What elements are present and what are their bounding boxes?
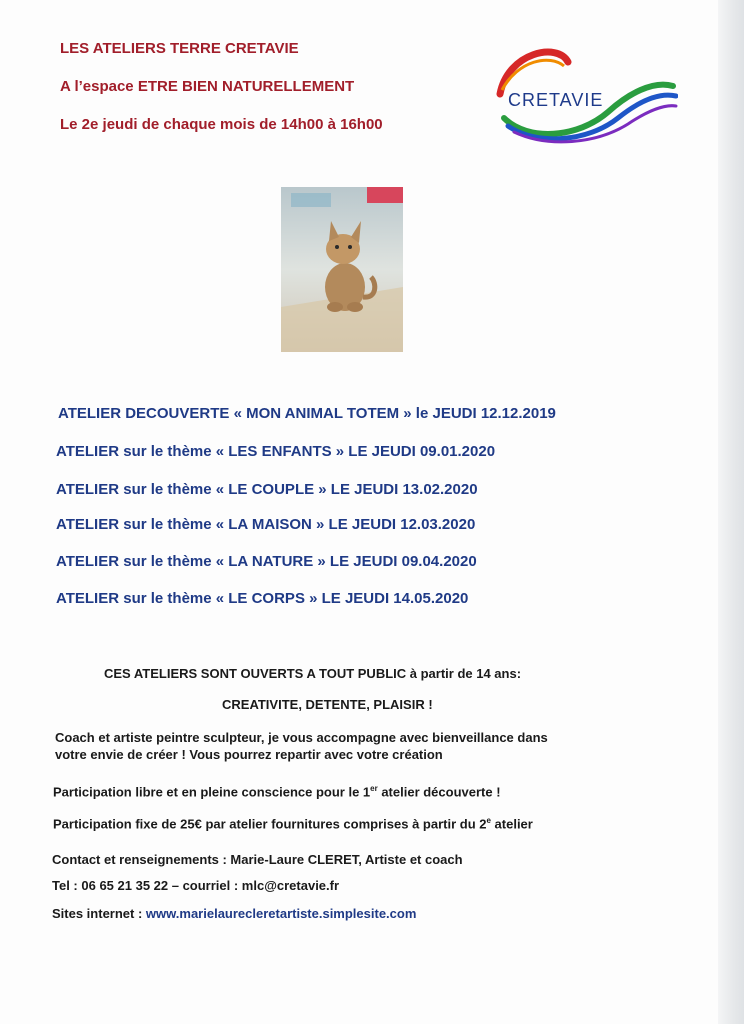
open-public-text: CES ATELIERS SONT OUVERTS A TOUT PUBLIC à partir de 14 ans:: [104, 666, 522, 681]
participation-free-text: Participation libre et en pleine conscience pour le 1er atelier découverte !: [53, 784, 501, 800]
page-edge: [718, 0, 744, 1024]
header-venue: A l’espace ETRE BIEN NATURELLEMENT: [60, 78, 355, 95]
clay-cat-photo: [281, 187, 403, 352]
coach-text-line2: votre envie de créer ! Vous pourrez repartir avec votre création: [55, 747, 443, 762]
header-schedule: Le 2e jeudi de chaque mois de 14h00 à 16h00: [60, 116, 383, 133]
logo-text: CRETAVIE: [508, 90, 604, 110]
cretavie-logo: [488, 42, 678, 146]
workshop-line: ATELIER sur le thème « LA NATURE » LE JEUDI 09.04.2020: [56, 553, 477, 570]
header-title: LES ATELIERS TERRE CRETAVIE: [60, 40, 299, 57]
workshop-line: ATELIER sur le thème « LE CORPS » LE JEUDI 14.05.2020: [56, 590, 469, 607]
coach-text-line1: Coach et artiste peintre sculpteur, je vous accompagne avec bienveillance dans: [55, 730, 548, 745]
workshop-line: ATELIER sur le thème « LES ENFANTS » LE JEUDI 09.01.2020: [56, 443, 496, 460]
contact-text: Contact et renseignements : Marie-Laure CLERET, Artiste et coach: [52, 852, 463, 867]
websites-text: Sites internet : www.marielaurecleretartiste.simplesite.com: [52, 906, 417, 921]
tel-email-text: Tel : 06 65 21 35 22 – courriel : mlc@cretavie.fr: [52, 878, 340, 893]
website-link[interactable]: www.marielaurecleretartiste.simplesite.com: [145, 906, 417, 921]
clay-cat-icon: [281, 187, 403, 352]
workshop-line: ATELIER sur le thème « LE COUPLE » LE JEUDI 13.02.2020: [56, 481, 478, 498]
participation-fixed-text: Participation fixe de 25€ par atelier fournitures comprises à partir du 2e atelier: [53, 816, 533, 832]
workshop-line: ATELIER sur le thème « LA MAISON » LE JEUDI 12.03.2020: [56, 516, 476, 533]
workshop-line: ATELIER DECOUVERTE « MON ANIMAL TOTEM » le JEUDI 12.12.2019: [58, 405, 556, 422]
tagline-text: CREATIVITE, DETENTE, PLAISIR !: [222, 697, 433, 712]
logo-swoosh-icon: [488, 42, 678, 146]
